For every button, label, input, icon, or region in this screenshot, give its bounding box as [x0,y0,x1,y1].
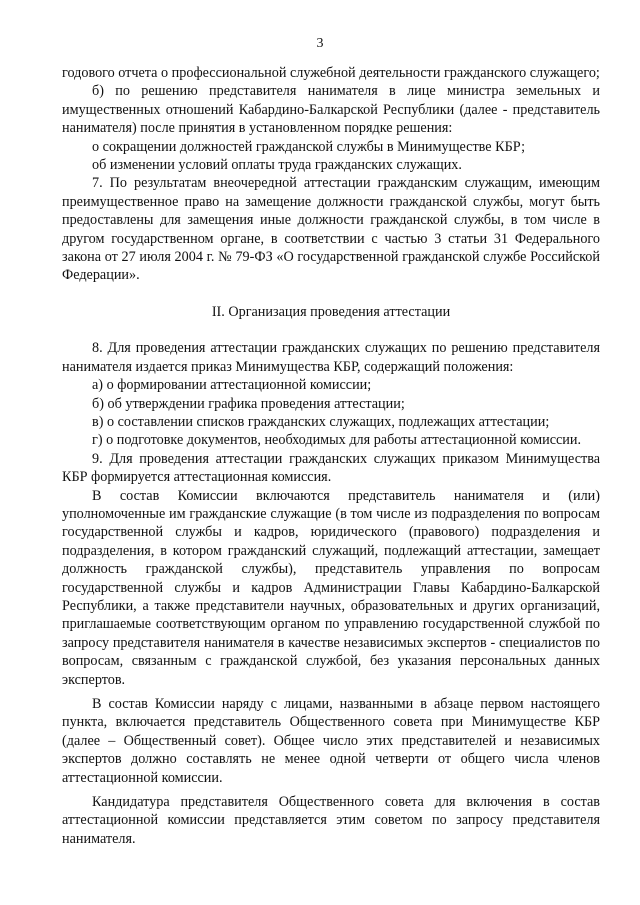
list-item: б) об утверждении графика проведения аттестации; [92,395,405,412]
paragraph: 9. Для проведения аттестации гражданских служащих приказом Минимущества КБР формируется аттестационная комиссия. [62,450,600,486]
list-item: г) о подготовке документов, необходимых для работы аттестационной комиссии. [92,432,582,449]
paragraph: 8. Для проведения аттестации гражданских служащих по решению представителя нанимателя издается приказ Минимущества КБР, содержащий положения: [62,340,600,375]
page-number: 3 [316,36,324,51]
paragraph: В состав Комиссии включаются представитель нанимателя и (или) уполномоченные им гражданские служащие (в том числе из подразделения по вопросам государственной службы и кадров, юридического (правового) подразделения и подразделения, в котором гражданский служащий, подлежащий аттестации, замещает должность гражданской службы), представитель управления по вопросам государственной службы и кадров Администрации Главы Кабардино-Балкарской Республики, а также представители научных, образовательных и других организаций, приглашаемые соответствующим органом по управлению государственной службой по запросу представителя нанимателя в качестве независимых экспертов - специалистов по вопросам, связанным с гражданской службой, без указания персональных данных экспертов. [62,487,600,688]
paragraph: годового отчета о профессиональной служебной деятельности гражданского служащего; [62,65,600,81]
paragraph: Кандидатура представителя Общественного совета для включения в состав аттестационной комиссии представляется этим советом по запросу представителя нанимателя. [62,794,600,847]
list-item: в) о составлении списков гражданских служащих, подлежащих аттестации; [92,413,550,430]
paragraph: В состав Комиссии наряду с лицами, названными в абзаце первом настоящего пункта, включается представитель Общественного совета при Минимуществе КБР (далее – Общественный совет). Общее число этих представителей и независимых экспертов должно составлять не менее одной четверти от общего числа членов аттестационной комиссии. [62,696,600,786]
section-heading: II. Организация проведения аттестации [211,303,451,320]
list-item: об изменении условий оплаты труда гражданских служащих. [92,157,462,174]
paragraph: 7. По результатам внеочередной аттестации гражданским служащим, имеющим преимущественное право на замещение должности гражданской службы, могут быть предоставлены для замещения иные должности гражданской службы, в том числе в другом государственном органе, в соответствии с частью 3 статьи 31 Федерального закона от 27 июля 2004 г. № 79-ФЗ «О государственной гражданской службе Российской Федерации». [62,175,600,284]
list-item: о сокращении должностей гражданской службы в Минимуществе КБР; [92,138,526,155]
document-body [62,64,600,848]
paragraph: б) по решению представителя нанимателя в лице министра земельных и имущественных отношений Кабардино-Балкарской Республики (далее - представитель нанимателя) после принятия в установленном порядке решения: [62,83,600,137]
list-item: а) о формировании аттестационной комиссии; [92,377,372,394]
